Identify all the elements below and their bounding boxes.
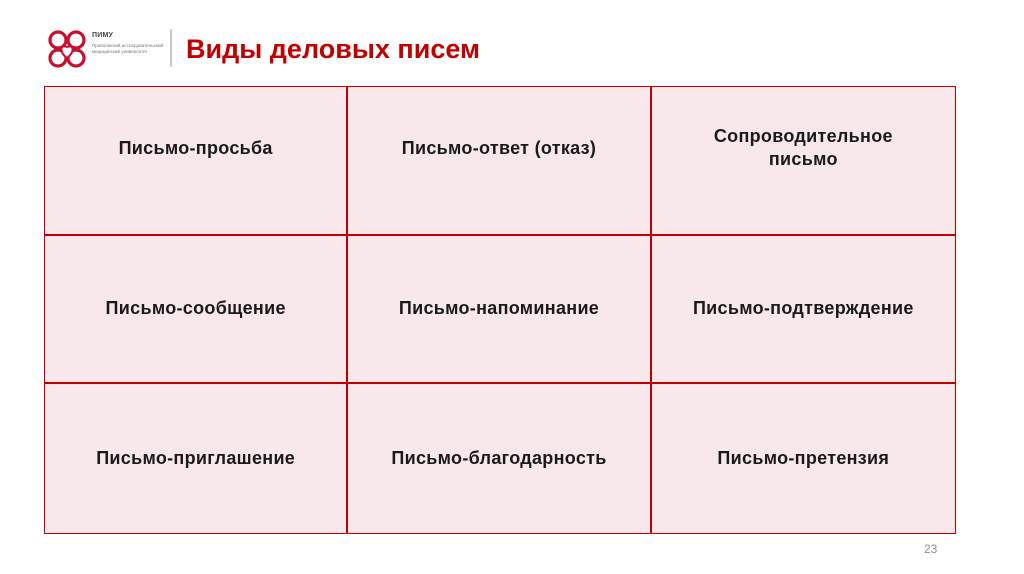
- logo-subtitle: Приволжский исследовательский медицинский университет: [92, 43, 164, 54]
- page-title: Виды деловых писем: [186, 34, 480, 64]
- logo-name: ПИМУ: [92, 32, 114, 39]
- cell-label: Письмо-благодарность: [391, 448, 607, 469]
- grid-cell: [45, 236, 348, 385]
- logo-emblem-icon: [46, 28, 88, 70]
- grid-cell: [348, 87, 651, 236]
- grid-cell: [652, 87, 955, 236]
- cell-label: Письмо-просьба: [118, 137, 273, 158]
- cell-label: Письмо-напоминание: [398, 298, 600, 319]
- cell-label: Письмо-сообщение: [105, 298, 286, 319]
- cell-label: Письмо-приглашение: [96, 448, 296, 469]
- cell-label: Сопроводительное письмо: [713, 126, 893, 170]
- university-logo: [46, 28, 166, 70]
- cell-label: Письмо-ответ (отказ): [401, 137, 597, 158]
- grid-cell: [45, 384, 348, 533]
- header-divider: [170, 29, 172, 67]
- grid-cell: [652, 236, 955, 385]
- grid-cell: [348, 384, 651, 533]
- letter-types-grid: [44, 86, 956, 534]
- grid-cell: [348, 236, 651, 385]
- page-number: 23: [924, 542, 938, 556]
- grid-cell: [45, 87, 348, 236]
- cell-label: Письмо-подтверждение: [692, 298, 914, 319]
- cell-label: Письмо-претензия: [717, 448, 890, 469]
- grid-cell: [652, 384, 955, 533]
